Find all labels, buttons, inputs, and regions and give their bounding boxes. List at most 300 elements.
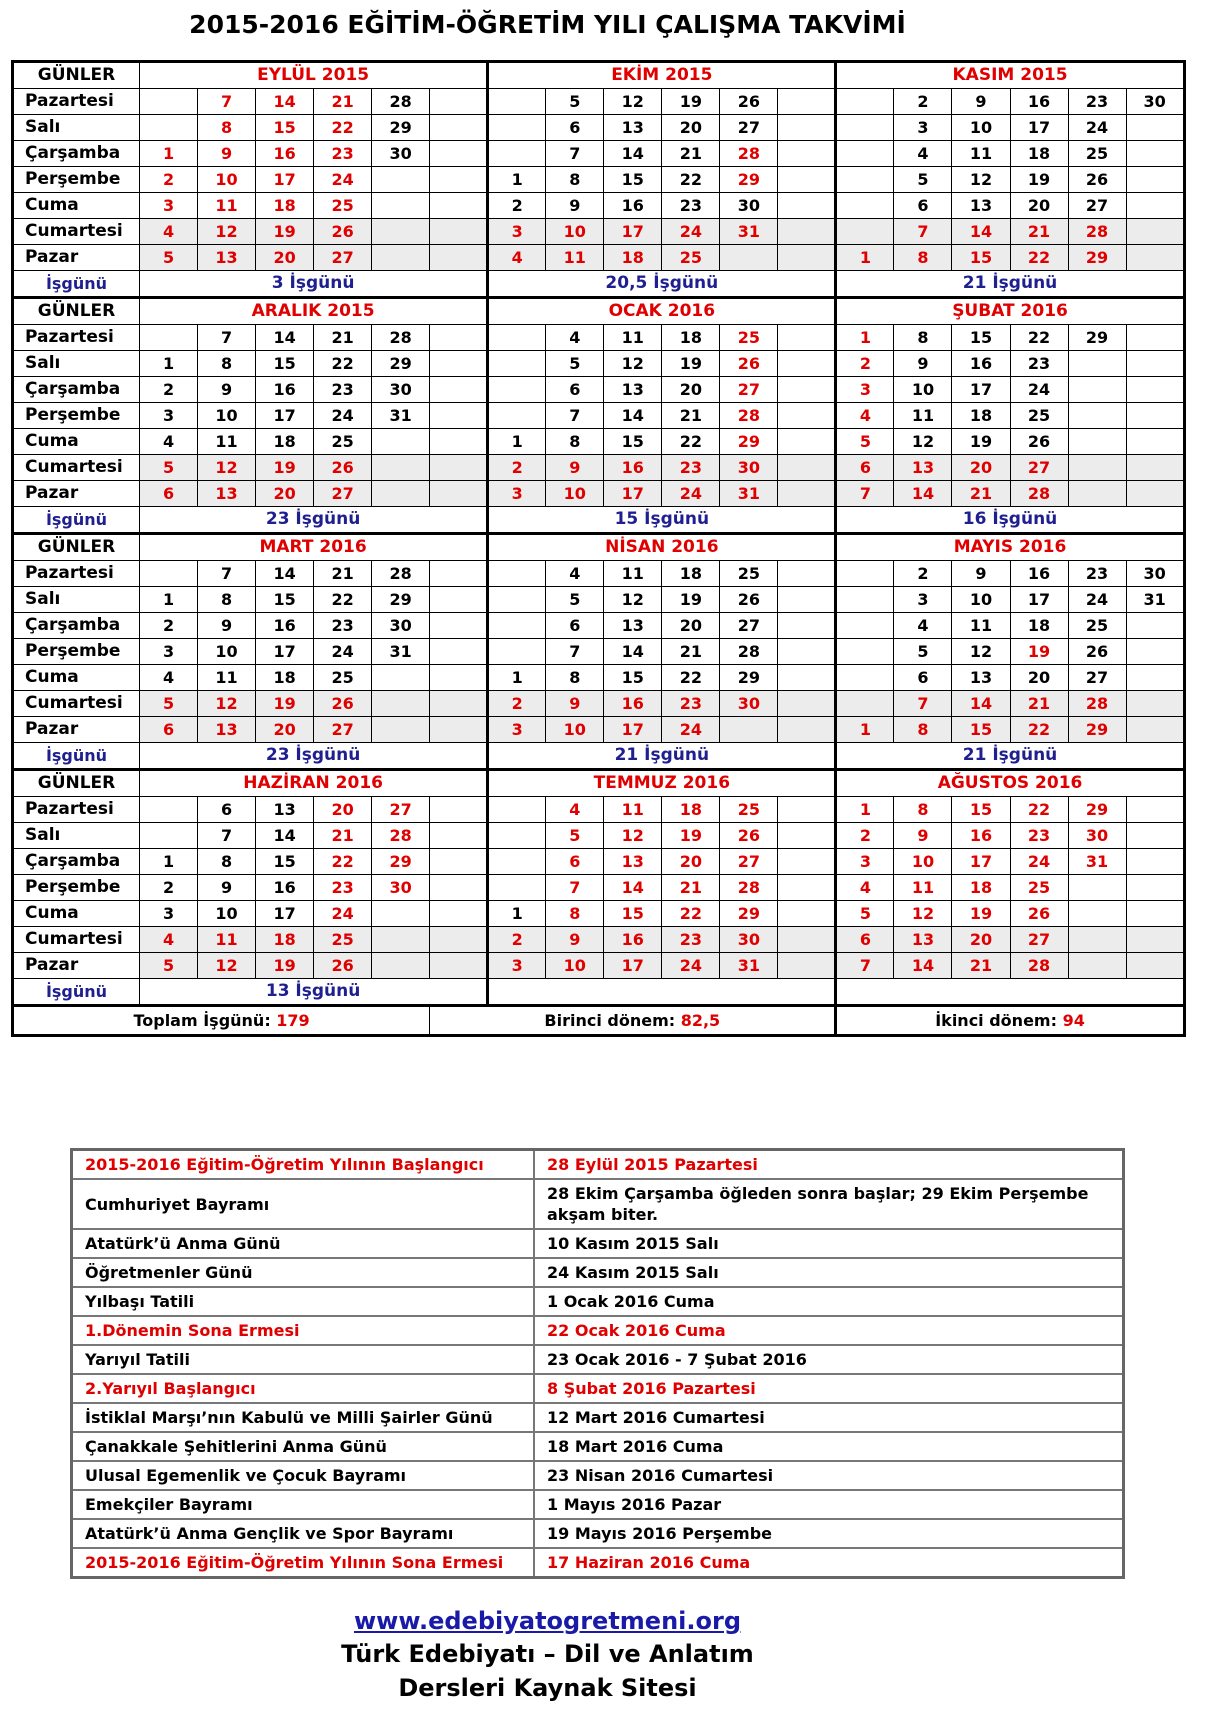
date-cell: 20 bbox=[256, 717, 314, 743]
date-cell: 24 bbox=[314, 901, 372, 927]
date-cell: 14 bbox=[604, 403, 662, 429]
isgunu-label: İşgünü bbox=[13, 743, 140, 770]
date-cell: 12 bbox=[604, 351, 662, 377]
day-row bbox=[13, 377, 1185, 403]
date-cell bbox=[140, 325, 198, 351]
date-cell bbox=[778, 901, 836, 927]
date-cell bbox=[430, 325, 488, 351]
day-row bbox=[13, 639, 1185, 665]
date-cell: 7 bbox=[546, 875, 604, 901]
date-cell: 23 bbox=[1010, 823, 1068, 849]
date-cell bbox=[1126, 455, 1184, 481]
date-cell: 3 bbox=[140, 901, 198, 927]
date-cell: 1 bbox=[140, 351, 198, 377]
date-cell: 4 bbox=[836, 403, 894, 429]
date-cell: 5 bbox=[140, 455, 198, 481]
date-cell: 4 bbox=[546, 325, 604, 351]
date-cell bbox=[778, 613, 836, 639]
date-cell: 25 bbox=[314, 927, 372, 953]
event-row bbox=[72, 1229, 1124, 1258]
date-cell bbox=[1068, 377, 1126, 403]
month-workdays: 21 İşgünü bbox=[488, 743, 836, 770]
date-cell: 27 bbox=[1068, 193, 1126, 219]
date-cell: 19 bbox=[662, 587, 720, 613]
date-cell: 14 bbox=[894, 953, 952, 979]
date-cell: 29 bbox=[720, 665, 778, 691]
date-cell: 4 bbox=[836, 875, 894, 901]
date-cell: 17 bbox=[1010, 587, 1068, 613]
date-cell: 11 bbox=[198, 429, 256, 455]
date-cell: 11 bbox=[952, 613, 1010, 639]
date-cell: 17 bbox=[604, 219, 662, 245]
date-cell: 3 bbox=[488, 953, 546, 979]
date-cell: 15 bbox=[604, 665, 662, 691]
date-cell bbox=[430, 561, 488, 587]
event-date: 18 Mart 2016 Cuma bbox=[534, 1432, 1124, 1461]
day-name: Cuma bbox=[13, 193, 140, 219]
date-cell: 6 bbox=[140, 717, 198, 743]
footer-line-2: Dersleri Kaynak Sitesi bbox=[398, 1674, 697, 1702]
date-cell: 7 bbox=[198, 823, 256, 849]
date-cell: 23 bbox=[314, 141, 372, 167]
date-cell: 19 bbox=[256, 953, 314, 979]
date-cell: 3 bbox=[836, 849, 894, 875]
date-cell: 9 bbox=[894, 823, 952, 849]
date-cell: 17 bbox=[952, 377, 1010, 403]
date-cell: 2 bbox=[894, 561, 952, 587]
date-cell: 27 bbox=[314, 717, 372, 743]
date-cell: 27 bbox=[1010, 455, 1068, 481]
date-cell bbox=[430, 89, 488, 115]
event-name: Cumhuriyet Bayramı bbox=[72, 1179, 535, 1229]
day-row bbox=[13, 429, 1185, 455]
date-cell: 22 bbox=[662, 901, 720, 927]
event-name: İstiklal Marşı’nın Kabulü ve Milli Şairler Günü bbox=[72, 1403, 535, 1432]
date-cell: 29 bbox=[372, 849, 430, 875]
date-cell: 4 bbox=[140, 429, 198, 455]
event-row bbox=[72, 1490, 1124, 1519]
date-cell: 25 bbox=[314, 429, 372, 455]
date-cell bbox=[488, 141, 546, 167]
date-cell bbox=[1126, 797, 1184, 823]
date-cell bbox=[488, 639, 546, 665]
date-cell bbox=[1126, 325, 1184, 351]
date-cell bbox=[1068, 351, 1126, 377]
date-cell: 5 bbox=[140, 691, 198, 717]
date-cell: 8 bbox=[198, 587, 256, 613]
date-cell: 13 bbox=[894, 927, 952, 953]
date-cell: 31 bbox=[372, 403, 430, 429]
date-cell: 18 bbox=[952, 875, 1010, 901]
date-cell bbox=[778, 455, 836, 481]
website-link[interactable]: www.edebiyatogretmeni.org bbox=[353, 1607, 742, 1635]
date-cell: 22 bbox=[1010, 245, 1068, 271]
date-cell: 4 bbox=[894, 613, 952, 639]
date-cell bbox=[1126, 167, 1184, 193]
date-cell: 16 bbox=[604, 927, 662, 953]
day-name: Pazartesi bbox=[13, 325, 140, 351]
isgunu-label: İşgünü bbox=[13, 979, 140, 1006]
date-cell: 8 bbox=[894, 325, 952, 351]
isgunu-label: İşgünü bbox=[13, 271, 140, 298]
date-cell bbox=[836, 561, 894, 587]
date-cell: 29 bbox=[1068, 245, 1126, 271]
day-row bbox=[13, 219, 1185, 245]
date-cell: 19 bbox=[1010, 639, 1068, 665]
date-cell: 2 bbox=[488, 455, 546, 481]
day-name: Perşembe bbox=[13, 403, 140, 429]
date-cell: 26 bbox=[314, 691, 372, 717]
date-cell bbox=[778, 89, 836, 115]
date-cell: 12 bbox=[604, 587, 662, 613]
date-cell: 28 bbox=[372, 325, 430, 351]
second-term bbox=[836, 1006, 1184, 1036]
date-cell: 6 bbox=[546, 115, 604, 141]
day-row bbox=[13, 167, 1185, 193]
day-row bbox=[13, 613, 1185, 639]
event-name: 2.Yarıyıl Başlangıcı bbox=[72, 1374, 535, 1403]
date-cell: 11 bbox=[198, 665, 256, 691]
date-cell: 13 bbox=[604, 849, 662, 875]
day-row bbox=[13, 875, 1185, 901]
date-cell bbox=[372, 167, 430, 193]
date-cell: 13 bbox=[604, 377, 662, 403]
month-name: NİSAN 2016 bbox=[488, 534, 836, 561]
date-cell bbox=[1126, 717, 1184, 743]
date-cell bbox=[430, 429, 488, 455]
date-cell: 27 bbox=[314, 245, 372, 271]
month-workdays: 23 İşgünü bbox=[140, 743, 488, 770]
date-cell: 26 bbox=[720, 587, 778, 613]
date-cell bbox=[140, 89, 198, 115]
date-cell: 15 bbox=[952, 245, 1010, 271]
date-cell: 10 bbox=[894, 849, 952, 875]
date-cell: 1 bbox=[140, 849, 198, 875]
date-cell bbox=[836, 167, 894, 193]
date-cell bbox=[430, 717, 488, 743]
date-cell: 18 bbox=[1010, 141, 1068, 167]
event-date: 12 Mart 2016 Cumartesi bbox=[534, 1403, 1124, 1432]
event-date: 1 Mayıs 2016 Pazar bbox=[534, 1490, 1124, 1519]
date-cell bbox=[778, 115, 836, 141]
day-name: Pazar bbox=[13, 717, 140, 743]
date-cell: 25 bbox=[662, 245, 720, 271]
date-cell: 30 bbox=[372, 613, 430, 639]
date-cell: 22 bbox=[662, 167, 720, 193]
month-name: ŞUBAT 2016 bbox=[836, 298, 1184, 325]
day-name: Pazar bbox=[13, 245, 140, 271]
date-cell bbox=[1126, 849, 1184, 875]
date-cell bbox=[140, 115, 198, 141]
day-name: Cumartesi bbox=[13, 927, 140, 953]
month-workdays: 3 İşgünü bbox=[140, 271, 488, 298]
event-row bbox=[72, 1548, 1124, 1578]
date-cell bbox=[1126, 219, 1184, 245]
date-cell: 28 bbox=[372, 561, 430, 587]
date-cell: 23 bbox=[314, 613, 372, 639]
day-name: Pazartesi bbox=[13, 89, 140, 115]
date-cell bbox=[1126, 875, 1184, 901]
date-cell: 3 bbox=[836, 377, 894, 403]
date-cell bbox=[1126, 953, 1184, 979]
month-name: ARALIK 2015 bbox=[140, 298, 488, 325]
date-cell: 11 bbox=[198, 193, 256, 219]
date-cell: 16 bbox=[604, 193, 662, 219]
first-term bbox=[430, 1006, 836, 1036]
date-cell: 18 bbox=[256, 193, 314, 219]
event-name: 1.Dönemin Sona Ermesi bbox=[72, 1316, 535, 1345]
event-row bbox=[72, 1258, 1124, 1287]
gunler-label: GÜNLER bbox=[13, 534, 140, 561]
month-name: EKİM 2015 bbox=[488, 62, 836, 89]
date-cell: 22 bbox=[314, 351, 372, 377]
date-cell bbox=[1126, 481, 1184, 507]
date-cell: 19 bbox=[662, 89, 720, 115]
day-row bbox=[13, 325, 1185, 351]
date-cell: 8 bbox=[894, 797, 952, 823]
footer-line-1: Türk Edebiyatı – Dil ve Anlatım bbox=[341, 1640, 754, 1668]
date-cell: 15 bbox=[952, 325, 1010, 351]
day-row bbox=[13, 797, 1185, 823]
date-cell: 23 bbox=[662, 691, 720, 717]
date-cell bbox=[372, 193, 430, 219]
date-cell: 17 bbox=[952, 849, 1010, 875]
date-cell: 27 bbox=[720, 849, 778, 875]
date-cell: 9 bbox=[546, 193, 604, 219]
date-cell: 4 bbox=[546, 561, 604, 587]
date-cell bbox=[1068, 455, 1126, 481]
date-cell: 6 bbox=[546, 613, 604, 639]
month-workdays: 23 İşgünü bbox=[140, 507, 488, 534]
day-row bbox=[13, 691, 1185, 717]
date-cell: 2 bbox=[836, 823, 894, 849]
date-cell: 9 bbox=[198, 141, 256, 167]
workdays-row bbox=[13, 271, 1185, 298]
date-cell: 23 bbox=[662, 193, 720, 219]
event-row bbox=[72, 1345, 1124, 1374]
date-cell: 5 bbox=[546, 587, 604, 613]
date-cell: 12 bbox=[952, 167, 1010, 193]
date-cell: 7 bbox=[198, 89, 256, 115]
date-cell: 14 bbox=[604, 141, 662, 167]
month-workdays: 21 İşgünü bbox=[836, 271, 1184, 298]
date-cell: 2 bbox=[140, 167, 198, 193]
date-cell: 16 bbox=[604, 455, 662, 481]
date-cell: 8 bbox=[894, 245, 952, 271]
date-cell: 15 bbox=[256, 351, 314, 377]
event-row bbox=[72, 1519, 1124, 1548]
date-cell: 11 bbox=[604, 325, 662, 351]
event-name: Çanakkale Şehitlerini Anma Günü bbox=[72, 1432, 535, 1461]
date-cell: 5 bbox=[836, 429, 894, 455]
date-cell bbox=[488, 613, 546, 639]
date-cell: 22 bbox=[662, 429, 720, 455]
day-row bbox=[13, 587, 1185, 613]
date-cell: 6 bbox=[198, 797, 256, 823]
date-cell bbox=[836, 89, 894, 115]
event-date: 1 Ocak 2016 Cuma bbox=[534, 1287, 1124, 1316]
date-cell bbox=[1126, 823, 1184, 849]
date-cell bbox=[488, 351, 546, 377]
day-name: Pazartesi bbox=[13, 797, 140, 823]
date-cell: 21 bbox=[314, 561, 372, 587]
date-cell: 29 bbox=[372, 587, 430, 613]
date-cell bbox=[372, 717, 430, 743]
day-name: Çarşamba bbox=[13, 613, 140, 639]
date-cell: 9 bbox=[198, 613, 256, 639]
date-cell bbox=[488, 325, 546, 351]
event-name: Ulusal Egemenlik ve Çocuk Bayramı bbox=[72, 1461, 535, 1490]
date-cell: 19 bbox=[952, 429, 1010, 455]
date-cell: 20 bbox=[952, 927, 1010, 953]
month-name: KASIM 2015 bbox=[836, 62, 1184, 89]
date-cell bbox=[1068, 901, 1126, 927]
date-cell bbox=[778, 823, 836, 849]
date-cell bbox=[372, 429, 430, 455]
date-cell bbox=[720, 245, 778, 271]
gunler-label: GÜNLER bbox=[13, 298, 140, 325]
date-cell: 8 bbox=[198, 115, 256, 141]
date-cell: 19 bbox=[256, 455, 314, 481]
date-cell bbox=[778, 403, 836, 429]
first-term-label: Birinci dönem: bbox=[544, 1011, 681, 1030]
month-header-row bbox=[13, 534, 1185, 561]
date-cell bbox=[372, 691, 430, 717]
month-header-row bbox=[13, 62, 1185, 89]
date-cell: 20 bbox=[662, 613, 720, 639]
date-cell: 7 bbox=[546, 639, 604, 665]
date-cell: 28 bbox=[372, 89, 430, 115]
date-cell: 19 bbox=[256, 219, 314, 245]
date-cell: 14 bbox=[256, 561, 314, 587]
date-cell: 17 bbox=[256, 403, 314, 429]
date-cell bbox=[1126, 691, 1184, 717]
day-name: Çarşamba bbox=[13, 141, 140, 167]
date-cell: 4 bbox=[488, 245, 546, 271]
date-cell bbox=[430, 613, 488, 639]
date-cell: 24 bbox=[662, 953, 720, 979]
date-cell: 28 bbox=[720, 141, 778, 167]
month-name: TEMMUZ 2016 bbox=[488, 770, 836, 797]
date-cell: 7 bbox=[894, 219, 952, 245]
date-cell: 29 bbox=[1068, 797, 1126, 823]
date-cell bbox=[778, 351, 836, 377]
date-cell: 12 bbox=[894, 429, 952, 455]
date-cell bbox=[372, 245, 430, 271]
day-row bbox=[13, 115, 1185, 141]
date-cell: 15 bbox=[604, 901, 662, 927]
month-name: HAZİRAN 2016 bbox=[140, 770, 488, 797]
day-row bbox=[13, 481, 1185, 507]
date-cell bbox=[836, 613, 894, 639]
date-cell: 30 bbox=[1126, 89, 1184, 115]
date-cell: 5 bbox=[894, 639, 952, 665]
date-cell: 10 bbox=[894, 377, 952, 403]
date-cell: 9 bbox=[952, 561, 1010, 587]
date-cell: 21 bbox=[952, 953, 1010, 979]
date-cell: 20 bbox=[314, 797, 372, 823]
date-cell: 27 bbox=[720, 377, 778, 403]
date-cell bbox=[778, 481, 836, 507]
event-date: 28 Ekim Çarşamba öğleden sonra başlar; 29 Ekim Perşembe akşam biter. bbox=[534, 1179, 1124, 1229]
date-cell: 10 bbox=[198, 403, 256, 429]
month-workdays: 20,5 İşgünü bbox=[488, 271, 836, 298]
date-cell: 26 bbox=[720, 89, 778, 115]
event-row bbox=[72, 1150, 1124, 1180]
day-name: Pazar bbox=[13, 953, 140, 979]
date-cell: 2 bbox=[488, 691, 546, 717]
date-cell bbox=[430, 167, 488, 193]
date-cell: 12 bbox=[894, 901, 952, 927]
date-cell: 24 bbox=[314, 167, 372, 193]
date-cell: 30 bbox=[1068, 823, 1126, 849]
date-cell: 23 bbox=[1010, 351, 1068, 377]
event-name: Emekçiler Bayramı bbox=[72, 1490, 535, 1519]
date-cell: 20 bbox=[662, 377, 720, 403]
day-name: Cumartesi bbox=[13, 691, 140, 717]
date-cell: 9 bbox=[198, 875, 256, 901]
date-cell: 26 bbox=[314, 455, 372, 481]
date-cell: 27 bbox=[720, 613, 778, 639]
date-cell: 21 bbox=[952, 481, 1010, 507]
date-cell: 27 bbox=[1010, 927, 1068, 953]
date-cell: 21 bbox=[314, 325, 372, 351]
date-cell: 13 bbox=[198, 717, 256, 743]
date-cell: 21 bbox=[662, 403, 720, 429]
month-header-row bbox=[13, 770, 1185, 797]
date-cell bbox=[1068, 429, 1126, 455]
date-cell bbox=[836, 219, 894, 245]
date-cell: 26 bbox=[720, 823, 778, 849]
date-cell bbox=[778, 377, 836, 403]
date-cell: 30 bbox=[372, 141, 430, 167]
date-cell: 6 bbox=[546, 849, 604, 875]
month-workdays bbox=[836, 979, 1184, 1006]
date-cell: 16 bbox=[1010, 561, 1068, 587]
date-cell: 3 bbox=[488, 717, 546, 743]
date-cell: 12 bbox=[604, 823, 662, 849]
date-cell: 29 bbox=[720, 429, 778, 455]
date-cell: 28 bbox=[372, 823, 430, 849]
total-workdays-value: 179 bbox=[276, 1011, 310, 1030]
calendar-table bbox=[11, 60, 1186, 1037]
date-cell: 15 bbox=[952, 717, 1010, 743]
gunler-label: GÜNLER bbox=[13, 62, 140, 89]
date-cell bbox=[430, 115, 488, 141]
date-cell: 10 bbox=[952, 115, 1010, 141]
date-cell: 21 bbox=[314, 89, 372, 115]
date-cell: 22 bbox=[1010, 325, 1068, 351]
date-cell bbox=[1068, 875, 1126, 901]
date-cell: 10 bbox=[546, 481, 604, 507]
date-cell: 23 bbox=[662, 455, 720, 481]
date-cell bbox=[430, 141, 488, 167]
date-cell bbox=[430, 797, 488, 823]
totals-row bbox=[13, 1006, 1185, 1036]
date-cell: 19 bbox=[952, 901, 1010, 927]
month-workdays: 21 İşgünü bbox=[836, 743, 1184, 770]
event-name: Yarıyıl Tatili bbox=[72, 1345, 535, 1374]
second-term-value: 94 bbox=[1062, 1011, 1085, 1030]
date-cell: 15 bbox=[604, 429, 662, 455]
date-cell: 14 bbox=[256, 823, 314, 849]
date-cell: 25 bbox=[720, 797, 778, 823]
event-name: Öğretmenler Günü bbox=[72, 1258, 535, 1287]
date-cell: 26 bbox=[314, 953, 372, 979]
date-cell: 31 bbox=[1126, 587, 1184, 613]
month-workdays: 16 İşgünü bbox=[836, 507, 1184, 534]
date-cell: 8 bbox=[546, 665, 604, 691]
